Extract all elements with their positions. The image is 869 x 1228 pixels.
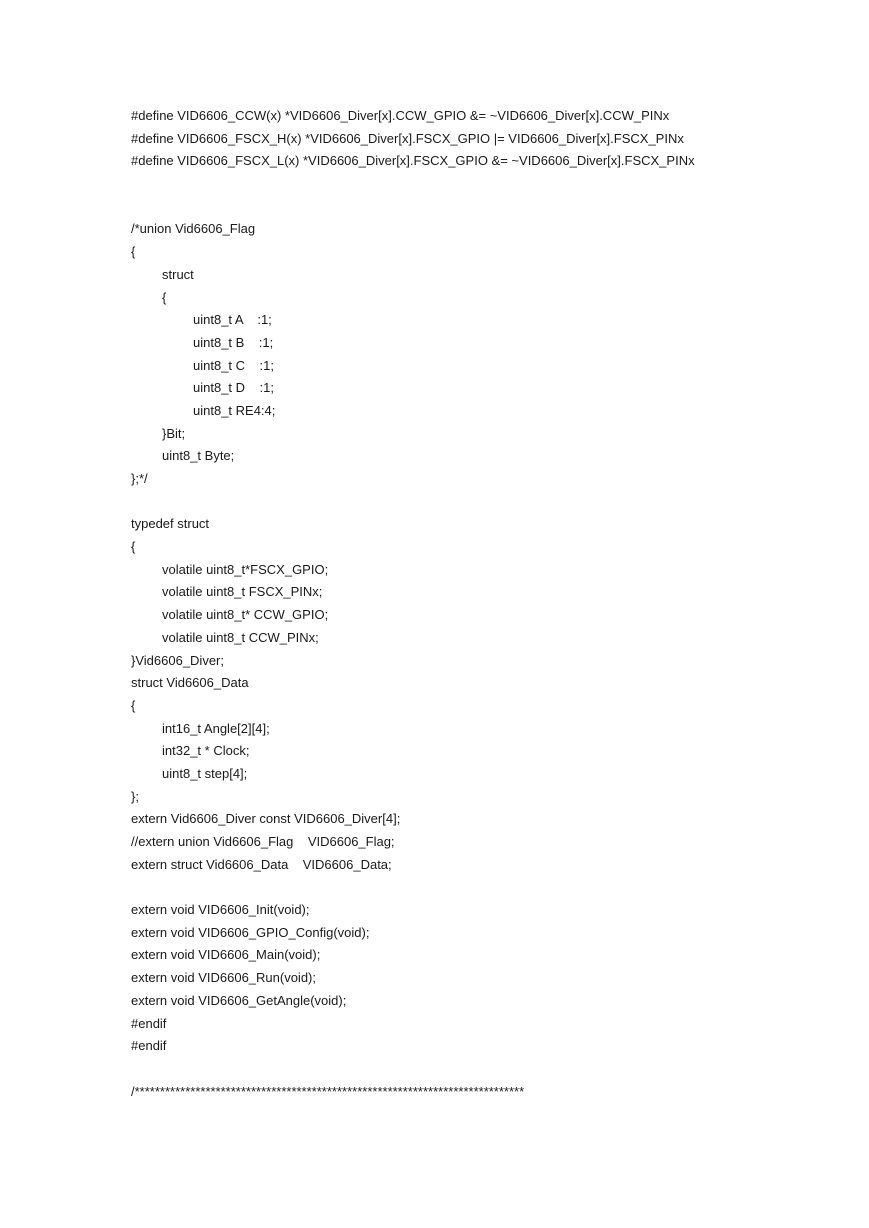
code-line: uint8_t RE4:4; — [193, 402, 276, 418]
blank-line — [131, 491, 851, 514]
code-line: #endif — [131, 1015, 167, 1031]
code-line: //extern union Vid6606_Flag VID6606_Flag; — [131, 834, 395, 849]
code-line: volatile uint8_t* CCW_GPIO; — [162, 607, 329, 623]
code-line: extern Vid6606_Diver const VID6606_Diver[4]; — [131, 811, 401, 827]
code-line: #define VID6606_FSCX_L(x) *VID6606_Diver[x].FSCX_GPIO &= ~VID6606_Diver[x].FSCX_PINx — [131, 153, 695, 169]
code-line: uint8_t Byte; — [162, 448, 235, 464]
code-line: #define VID6606_CCW(x) *VID6606_Diver[x].CCW_GPIO &= ~VID6606_Diver[x].CCW_PINx — [131, 108, 670, 123]
code-line: extern void VID6606_GetAngle(void); — [131, 992, 347, 1008]
code-line: extern void VID6606_Run(void); — [131, 970, 316, 986]
code-line: uint8_t D :1; — [193, 380, 274, 396]
code-line: uint8_t step[4]; — [162, 765, 248, 781]
code-line: /***************************************************************************** — [131, 1083, 525, 1099]
code-line: { — [162, 289, 167, 305]
code-line: volatile uint8_t CCW_PINx; — [162, 629, 319, 645]
code-line: { — [131, 539, 136, 555]
code-line: extern void VID6606_Main(void); — [131, 947, 321, 963]
code-line: extern void VID6606_GPIO_Config(void); — [131, 924, 370, 940]
code-line: /*union Vid6606_Flag — [131, 221, 256, 237]
code-line: extern void VID6606_Init(void); — [131, 902, 310, 918]
code-line: uint8_t A :1; — [193, 312, 272, 328]
code-line: };*/ — [131, 471, 148, 486]
blank-line — [131, 876, 851, 899]
code-block — [131, 105, 851, 1103]
code-line: }Bit; — [162, 425, 186, 441]
code-line: struct Vid6606_Data — [131, 675, 249, 691]
blank-line — [131, 173, 851, 196]
code-line: volatile uint8_t FSCX_PINx; — [162, 584, 323, 600]
code-line: extern struct Vid6606_Data VID6606_Data; — [131, 856, 392, 872]
code-line: }Vid6606_Diver; — [131, 652, 224, 668]
code-line: struct — [162, 266, 194, 282]
code-line: uint8_t C :1; — [193, 357, 274, 373]
code-line: int16_t Angle[2][4]; — [162, 720, 270, 736]
code-line: #define VID6606_FSCX_H(x) *VID6606_Diver[x].FSCX_GPIO |= VID6606_Diver[x].FSCX_PINx — [131, 130, 684, 146]
blank-line — [131, 196, 851, 219]
code-line: typedef struct — [131, 516, 210, 532]
code-line: #endif — [131, 1038, 167, 1054]
blank-line — [131, 1058, 851, 1081]
code-line: { — [131, 697, 136, 713]
code-line: volatile uint8_t*FSCX_GPIO; — [162, 561, 329, 577]
code-line: int32_t * Clock; — [162, 743, 250, 759]
code-line: { — [131, 244, 136, 260]
code-line: }; — [131, 788, 139, 804]
code-line: uint8_t B :1; — [193, 334, 274, 350]
